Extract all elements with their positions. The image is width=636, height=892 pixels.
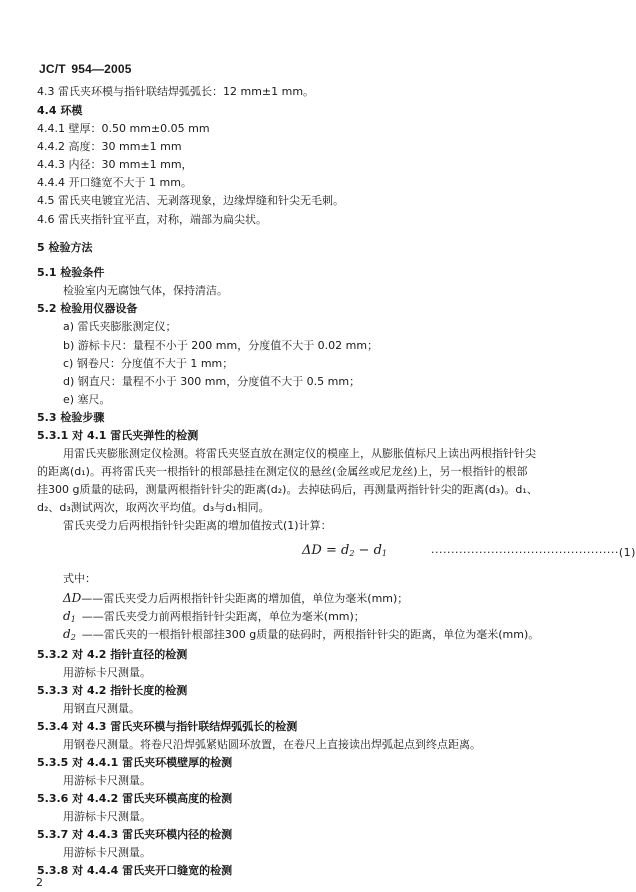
clause-4-3: 4.3 雷氏夹环模与指针联结焊弧弧长：12 mm±1 mm。 — [37, 85, 315, 98]
formula-intro: 雷氏夹受力后两根指针针尖距离的增加值按式(1)计算： — [63, 519, 332, 532]
paragraph-line-4: d₂、d₃测试两次，取两次平均值。d₃与d₁相同。 — [37, 501, 270, 514]
equipment-item-b: b) 游标卡尺：量程不小于 200 mm，分度值不大于 0.02 mm； — [63, 339, 379, 352]
paragraph-line-2: 的距离(d₁)。再将雷氏夹一根指针的根部悬挂在测定仪的悬丝(金属丝或尼龙丝)上，另一根指针的根部 — [37, 465, 528, 478]
where-item-d2 — [63, 627, 539, 645]
standard-code: JC/T — [39, 62, 66, 76]
clause-4-4-3: 4.4.3 内径：30 mm±1 mm， — [37, 158, 193, 171]
clause-5-2-heading: 5.2 检验用仪器设备 — [37, 302, 138, 315]
symbol-d1-sub: 1 — [70, 615, 76, 624]
formula-1 — [302, 543, 387, 558]
clause-4-4-2: 4.4.2 高度：30 mm±1 mm — [37, 140, 182, 153]
clause-4-4-4: 4.4.4 开口缝宽不大于 1 mm。 — [37, 176, 192, 189]
where-item-d1 — [63, 609, 365, 627]
clause-5-3-4-heading: 5.3.4 对 4.3 雷氏夹环模与指针联结焊弧弧长的检测 — [37, 720, 298, 733]
symbol-d2-sub: 2 — [70, 633, 76, 642]
symbol-d1: d — [63, 609, 71, 623]
equipment-item-c: c) 钢卷尺：分度值不大于 1 mm； — [63, 357, 234, 370]
clause-5-3-8-heading: 5.3.8 对 4.4.4 雷氏夹开口缝宽的检测 — [37, 864, 233, 877]
clause-4-4-heading: 4.4 环模 — [37, 104, 83, 117]
clause-4-6: 4.6 雷氏夹指针宜平直，对称，端部为扁尖状。 — [37, 213, 267, 226]
page-header — [39, 62, 132, 76]
paragraph-line-1: 用雷氏夹膨胀测定仪检测。将雷氏夹竖直放在测定仪的模座上，从膨胀值标尺上读出两根指针针尖 — [63, 447, 536, 460]
clause-5-3-heading: 5.3 检验步骤 — [37, 411, 105, 424]
clause-5-1-text: 检验室内无腐蚀气体，保持清洁。 — [63, 284, 228, 297]
formula-lhs: ΔD — [302, 543, 322, 558]
formula-minus: − — [354, 543, 374, 558]
formula-eq: = — [321, 543, 341, 558]
clause-5-3-1-heading: 5.3.1 对 4.1 雷氏夹弹性的检测 — [37, 429, 199, 442]
paragraph-line-3: 挂300 g质量的砝码，测量两根指针针尖的距离(d₂)。去掉砝码后，再测量两指针针尖的距离(d₃)。d₁、 — [37, 483, 538, 496]
clause-5-3-3-heading: 5.3.3 对 4.2 指针长度的检测 — [37, 684, 188, 697]
clause-5-1-heading: 5.1 检验条件 — [37, 266, 105, 279]
where-item-delta-d — [63, 591, 408, 606]
formula-d2-sub: 2 — [349, 549, 355, 558]
clause-5-3-7-heading: 5.3.7 对 4.4.3 雷氏夹环模内径的检测 — [37, 828, 233, 841]
clause-4-5: 4.5 雷氏夹电镀宜光洁、无剥落现象，边缘焊缝和针尖无毛刺。 — [37, 194, 344, 207]
clause-5-3-2-text: 用游标卡尺测量。 — [63, 666, 151, 679]
clause-5-3-5-heading: 5.3.5 对 4.4.1 雷氏夹环模壁厚的检测 — [37, 756, 233, 769]
section-5-heading: 5 检验方法 — [37, 241, 93, 254]
clause-5-3-7-text: 用游标卡尺测量。 — [63, 846, 151, 859]
where-label: 式中： — [63, 572, 96, 585]
page-number: 2 — [36, 876, 43, 889]
formula-number: ···············································(1) — [431, 546, 636, 559]
symbol-delta-d: ΔD — [63, 591, 82, 605]
clause-4-4-1: 4.4.1 壁厚：0.50 mm±0.05 mm — [37, 122, 210, 135]
clause-5-3-5-text: 用游标卡尺测量。 — [63, 774, 151, 787]
formula-d1: d — [373, 543, 382, 558]
clause-5-3-2-heading: 5.3.2 对 4.2 指针直径的检测 — [37, 648, 188, 661]
where-desc-2: ——雷氏夹受力前两根指针针尖距离，单位为毫米(mm)； — [81, 610, 365, 623]
clause-5-3-4-text: 用钢卷尺测量。将卷尺沿焊弧紧贴圆环放置，在卷尺上直接读出焊弧起点到终点距离。 — [63, 738, 481, 751]
clause-5-3-6-heading: 5.3.6 对 4.4.2 雷氏夹环模高度的检测 — [37, 792, 233, 805]
symbol-d2: d — [63, 627, 71, 641]
equipment-item-d: d) 钢直尺：量程不小于 300 mm，分度值不大于 0.5 mm； — [63, 375, 361, 388]
where-desc-1: ——雷氏夹受力后两根指针针尖距离的增加值，单位为毫米(mm)； — [81, 592, 409, 605]
equipment-item-e: e) 塞尺。 — [63, 393, 111, 406]
formula-d1-sub: 1 — [381, 549, 387, 558]
clause-5-3-6-text: 用游标卡尺测量。 — [63, 810, 151, 823]
doc-number: 954—2005 — [71, 62, 132, 76]
formula-d2: d — [340, 543, 350, 558]
clause-5-3-3-text: 用钢直尺测量。 — [63, 702, 140, 715]
equipment-item-a: a) 雷氏夹膨胀测定仪； — [63, 320, 177, 333]
where-desc-3: ——雷氏夹的一根指针根部挂300 g质量的砝码时，两根指针针尖的距离，单位为毫米(mm)。 — [81, 628, 540, 641]
